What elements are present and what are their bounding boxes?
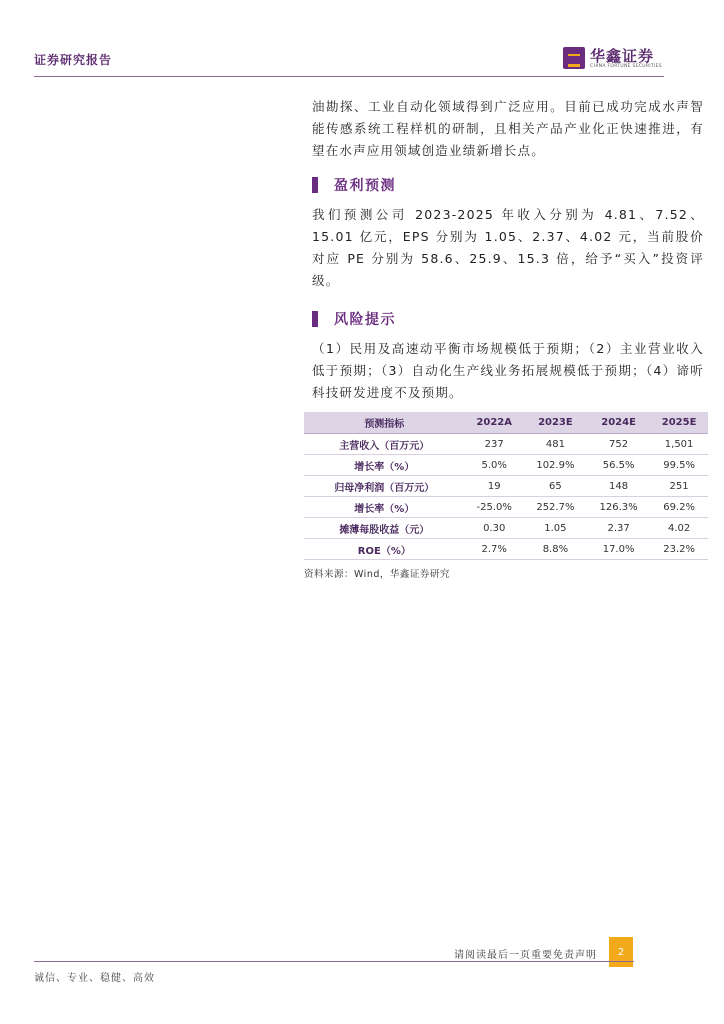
table-row (304, 434, 708, 455)
table-cell: 65 (524, 476, 587, 497)
logo-name-en: CHINA FORTUNE SECURITIES (590, 64, 662, 69)
table-cell: 1,501 (650, 434, 708, 455)
section-bar-marker (312, 177, 318, 193)
table-cell: 2.37 (587, 518, 650, 539)
table-cell: 99.5% (650, 455, 708, 476)
table-row (304, 455, 708, 476)
logo-name-cn: 华鑫证券 (590, 47, 655, 65)
table-cell: 56.5% (587, 455, 650, 476)
table-cell: 2.7% (465, 539, 524, 560)
profit-paragraph: 我们预测公司 2023-2025 年收入分别为 4.81、7.52、15.01 亿元，EPS 分别为 1.05、2.37、4.02 元，当前股价对应 PE 分别为 58.6、25.9、15.3 倍，给予“买入”投资评级。 (312, 207, 704, 288)
table-cell: 0.30 (465, 518, 524, 539)
main-content (304, 96, 704, 580)
company-logo (563, 45, 673, 73)
logo-mark-icon (563, 47, 585, 69)
table-cell: 126.3% (587, 497, 650, 518)
table-cell: 1.05 (524, 518, 587, 539)
table-cell: 8.8% (524, 539, 587, 560)
row-label: 主营收入（百万元） (304, 434, 465, 455)
row-label: ROE（%） (304, 539, 465, 560)
section-bar-marker (312, 311, 318, 327)
table-header-cell: 2023E (524, 412, 587, 434)
table-header-cell: 2022A (465, 412, 524, 434)
table-header-row (304, 412, 708, 434)
table-cell: 251 (650, 476, 708, 497)
intro-paragraph: 油勘探、工业自动化领域得到广泛应用。目前已成功完成水声智能传感系统工程样机的研制，且相关产品产业化正快速推进，有望在水声应用领域创造业绩新增长点。 (312, 99, 704, 158)
profit-section-heading (312, 174, 704, 196)
row-label: 归母净利润（百万元） (304, 476, 465, 497)
header-divider (34, 76, 664, 77)
table-cell: 69.2% (650, 497, 708, 518)
table-header-cell: 预测指标 (304, 412, 465, 434)
table-cell: 4.02 (650, 518, 708, 539)
risk-section-title: 风险提示 (334, 312, 396, 328)
table-cell: 148 (587, 476, 650, 497)
table-row (304, 518, 708, 539)
risk-section-heading (312, 308, 704, 330)
table-cell: 23.2% (650, 539, 708, 560)
page-number: 2 (609, 937, 633, 967)
table-cell: 481 (524, 434, 587, 455)
forecast-table (304, 412, 708, 560)
disclaimer-note: 请阅读最后一页重要免责声明 (454, 950, 597, 961)
table-row (304, 476, 708, 497)
table-row (304, 539, 708, 560)
profit-section-title: 盈利预测 (334, 178, 396, 194)
row-label: 摊薄每股收益（元） (304, 518, 465, 539)
table-source-note: 资料来源：Wind，华鑫证券研究 (304, 569, 450, 580)
row-label: 增长率（%） (304, 497, 465, 518)
table-cell: 237 (465, 434, 524, 455)
report-type-title: 证券研究报告 (34, 53, 113, 67)
table-header-cell: 2025E (650, 412, 708, 434)
table-cell: 102.9% (524, 455, 587, 476)
footer-slogan: 诚信、专业、稳健、高效 (34, 973, 155, 984)
footer-divider (34, 961, 634, 962)
table-cell: 252.7% (524, 497, 587, 518)
row-label: 增长率（%） (304, 455, 465, 476)
risk-paragraph: （1）民用及高速动平衡市场规模低于预期；（2）主业营业收入低于预期；（3）自动化生产线业务拓展规模低于预期；（4）谛听科技研发进度不及预期。 (312, 341, 704, 400)
table-header-cell: 2024E (587, 412, 650, 434)
table-cell: 19 (465, 476, 524, 497)
table-row (304, 497, 708, 518)
table-cell: 752 (587, 434, 650, 455)
table-cell: 17.0% (587, 539, 650, 560)
table-cell: 5.0% (465, 455, 524, 476)
table-cell: -25.0% (465, 497, 524, 518)
